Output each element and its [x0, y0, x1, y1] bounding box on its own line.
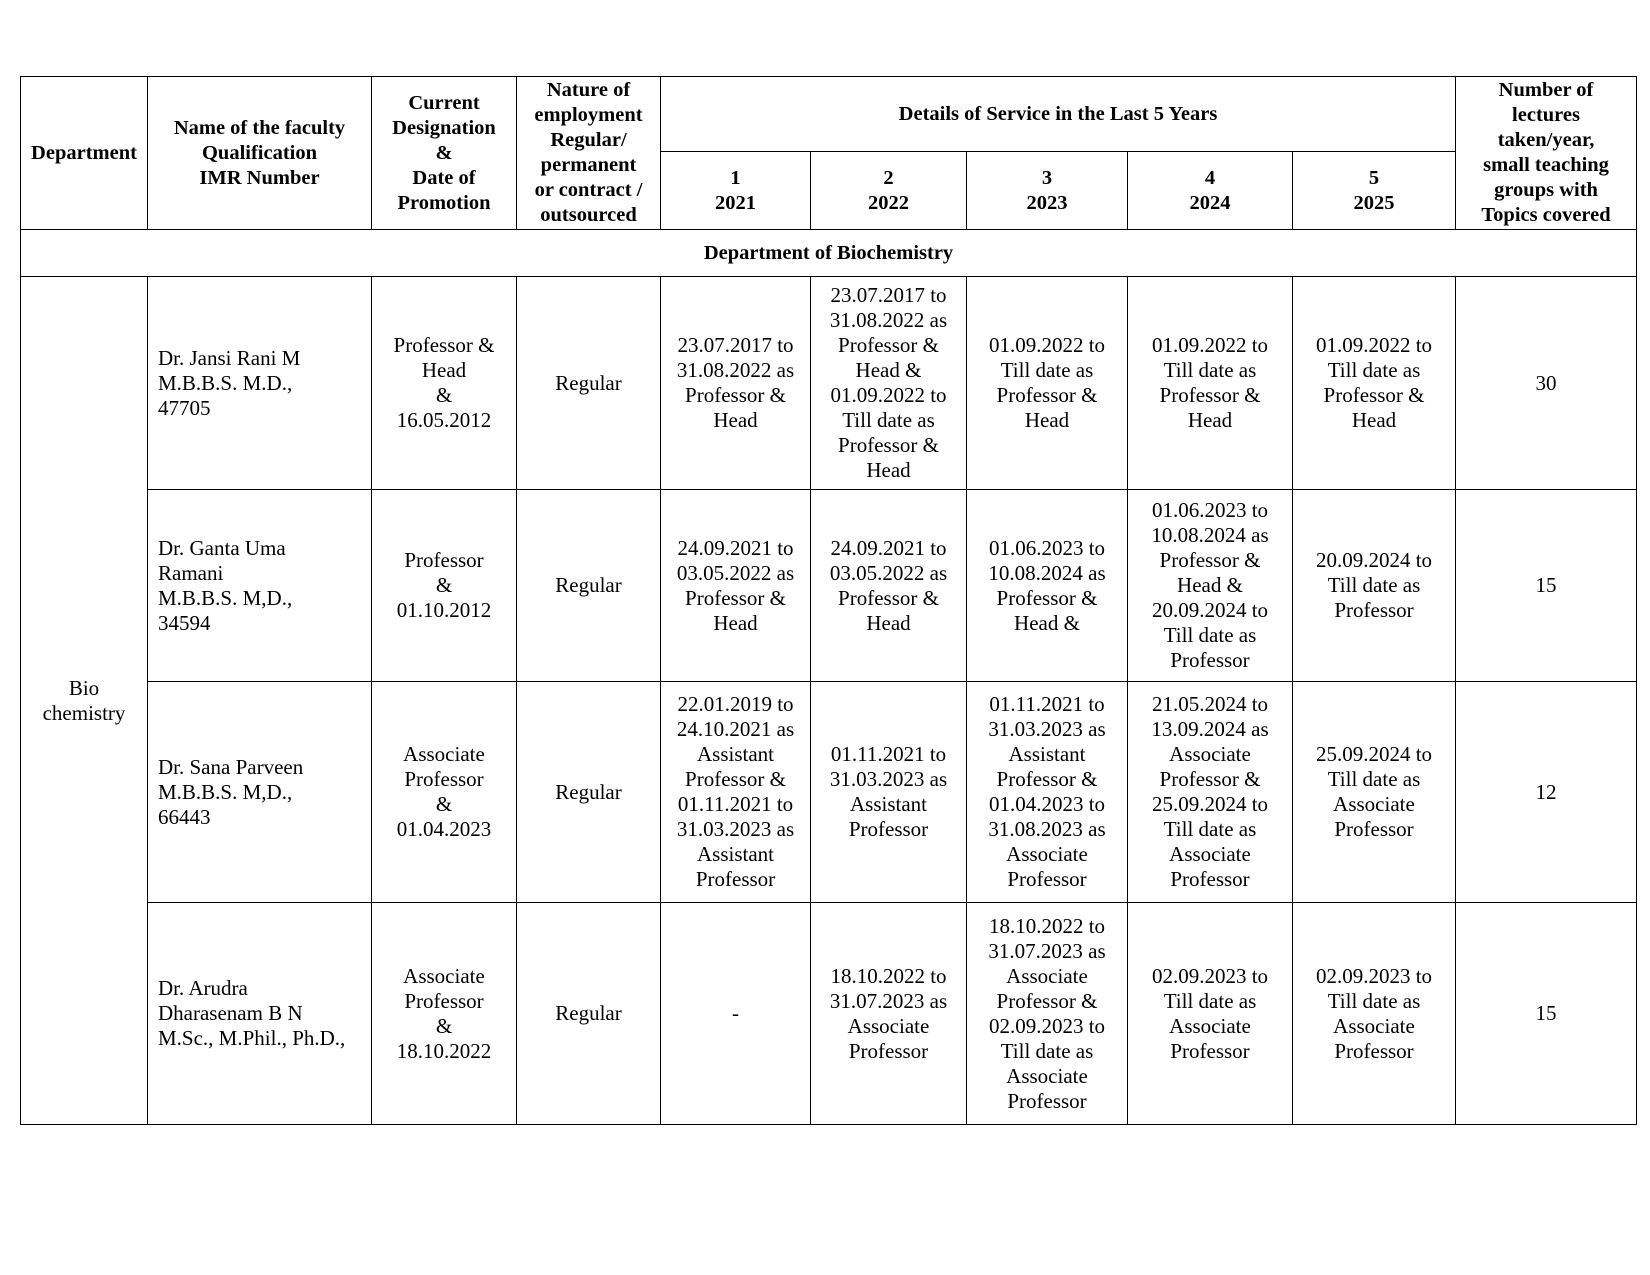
designation-cell: Professor & Head & 16.05.2012 [372, 277, 517, 490]
designation-cell: Professor & 01.10.2012 [372, 490, 517, 682]
service-cell-2023: 01.06.2023 to 10.08.2024 as Professor & Head & [967, 490, 1128, 682]
header-lectures: Number of lectures taken/year, small teaching groups with Topics covered [1456, 77, 1637, 230]
lectures-cell: 15 [1456, 903, 1637, 1125]
header-faculty: Name of the faculty Qualification IMR Number [148, 77, 372, 230]
faculty-cell: Dr. Jansi Rani M M.B.B.S. M.D., 47705 [148, 277, 372, 490]
header-row [21, 77, 1637, 152]
header-year-2: 2 2022 [811, 152, 967, 230]
service-cell-2021: 22.01.2019 to 24.10.2021 as Assistant Professor & 01.11.2021 to 31.03.2023 as Assistant Professor [661, 682, 811, 903]
header-year-5: 5 2025 [1293, 152, 1456, 230]
header-year-1: 1 2021 [661, 152, 811, 230]
designation-cell: Associate Professor & 01.04.2023 [372, 682, 517, 903]
service-cell-2021: - [661, 903, 811, 1125]
service-cell-2025: 02.09.2023 to Till date as Associate Professor [1293, 903, 1456, 1125]
service-cell-2025: 01.09.2022 to Till date as Professor & Head [1293, 277, 1456, 490]
service-cell-2021: 24.09.2021 to 03.05.2022 as Professor & Head [661, 490, 811, 682]
faculty-cell: Dr. Ganta Uma Ramani M.B.B.S. M,D., 34594 [148, 490, 372, 682]
table-row [21, 277, 1637, 490]
service-cell-2024: 01.09.2022 to Till date as Professor & Head [1128, 277, 1293, 490]
table-row [21, 490, 1637, 682]
employment-cell: Regular [517, 682, 661, 903]
service-cell-2023: 01.11.2021 to 31.03.2023 as Assistant Professor & 01.04.2023 to 31.08.2023 as Associate Professor [967, 682, 1128, 903]
service-cell-2025: 20.09.2024 to Till date as Professor [1293, 490, 1456, 682]
service-cell-2022: 24.09.2021 to 03.05.2022 as Professor & Head [811, 490, 967, 682]
section-title: Department of Biochemistry [21, 230, 1637, 277]
service-cell-2022: 23.07.2017 to 31.08.2022 as Professor & Head & 01.09.2022 to Till date as Professor & Head [811, 277, 967, 490]
section-row [21, 230, 1637, 277]
faculty-cell: Dr. Sana Parveen M.B.B.S. M,D., 66443 [148, 682, 372, 903]
service-cell-2021: 23.07.2017 to 31.08.2022 as Professor & Head [661, 277, 811, 490]
service-cell-2024: 21.05.2024 to 13.09.2024 as Associate Professor & 25.09.2024 to Till date as Associate Professor [1128, 682, 1293, 903]
header-service-details: Details of Service in the Last 5 Years [661, 77, 1456, 152]
header-year-4: 4 2024 [1128, 152, 1293, 230]
service-cell-2022: 01.11.2021 to 31.03.2023 as Assistant Professor [811, 682, 967, 903]
header-department: Department [21, 77, 148, 230]
lectures-cell: 12 [1456, 682, 1637, 903]
service-cell-2023: 01.09.2022 to Till date as Professor & Head [967, 277, 1128, 490]
table-row [21, 903, 1637, 1125]
header-year-3: 3 2023 [967, 152, 1128, 230]
employment-cell: Regular [517, 903, 661, 1125]
designation-cell: Associate Professor & 18.10.2022 [372, 903, 517, 1125]
lectures-cell: 30 [1456, 277, 1637, 490]
service-cell-2024: 02.09.2023 to Till date as Associate Professor [1128, 903, 1293, 1125]
lectures-cell: 15 [1456, 490, 1637, 682]
employment-cell: Regular [517, 277, 661, 490]
service-cell-2025: 25.09.2024 to Till date as Associate Professor [1293, 682, 1456, 903]
faculty-cell: Dr. Arudra Dharasenam B N M.Sc., M.Phil., Ph.D., [148, 903, 372, 1125]
table-row [21, 682, 1637, 903]
service-cell-2022: 18.10.2022 to 31.07.2023 as Associate Professor [811, 903, 967, 1125]
faculty-service-table [20, 76, 1637, 1125]
header-designation: Current Designation & Date of Promotion [372, 77, 517, 230]
department-cell: Bio chemistry [21, 277, 148, 1125]
header-employment: Nature of employment Regular/ permanent or contract / outsourced [517, 77, 661, 230]
service-cell-2024: 01.06.2023 to 10.08.2024 as Professor & Head & 20.09.2024 to Till date as Professor [1128, 490, 1293, 682]
service-cell-2023: 18.10.2022 to 31.07.2023 as Associate Professor & 02.09.2023 to Till date as Associate Professor [967, 903, 1128, 1125]
employment-cell: Regular [517, 490, 661, 682]
